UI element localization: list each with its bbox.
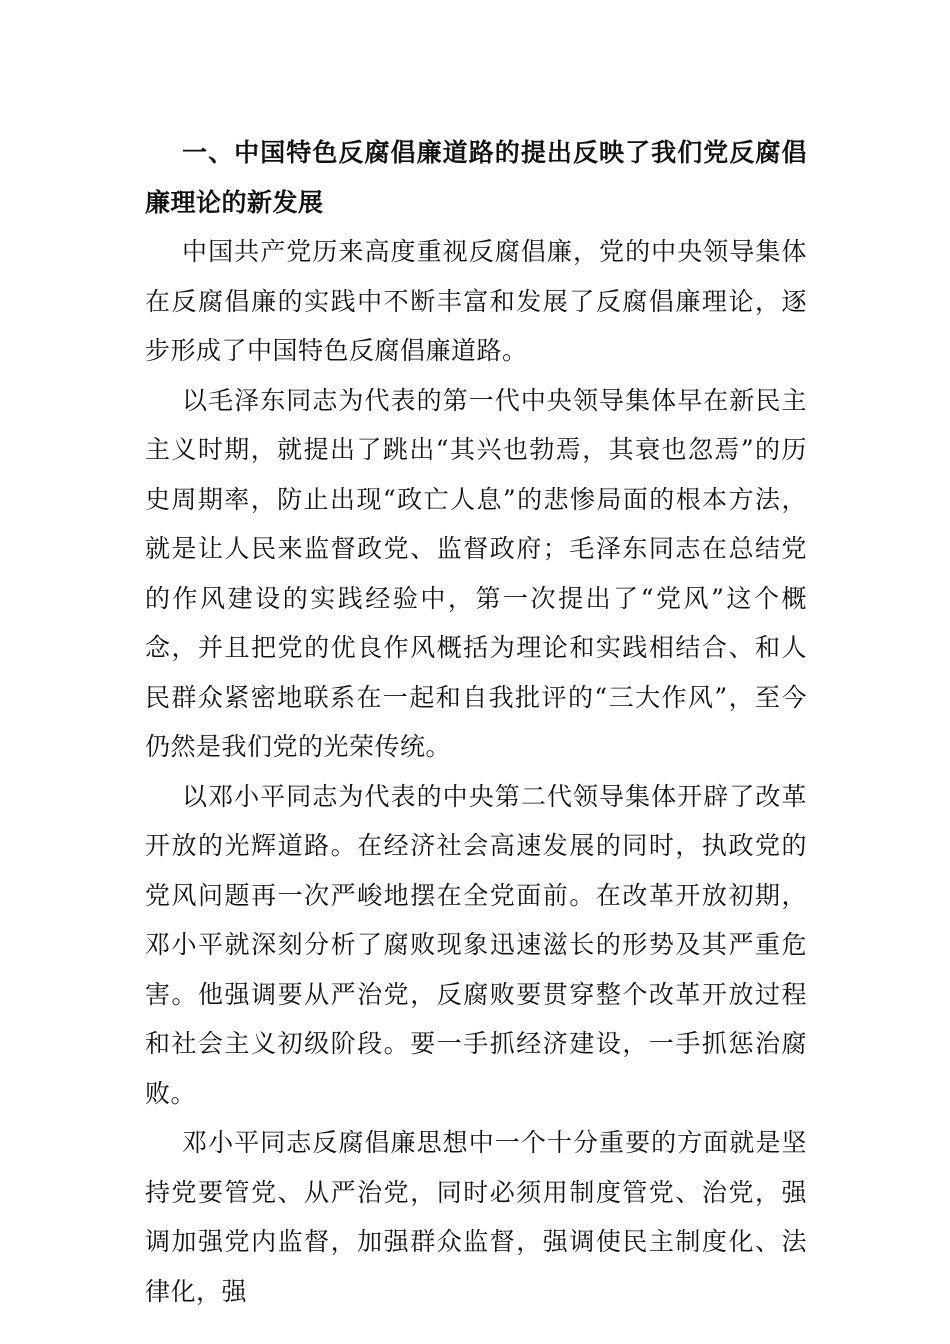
paragraph-3: 以邓小平同志为代表的中央第二代领导集体开辟了改革开放的光辉道路。在经济社会高速发展的同时，执政党的党风问题再一次严峻地摆在全党面前。在改革开放初期，邓小平就深刻分析了腐败现象迅速滋长的形势及其严重危害。他强调要从严治党，反腐败要贯穿整个改革开放过程和社会主义初级阶段。要一手抓经济建设，一手抓惩治腐败。 xyxy=(145,781,807,1108)
paragraph-1: 中国共产党历来高度重视反腐倡廉，党的中央领导集体在反腐倡廉的实践中不断丰富和发展了反腐倡廉理论，逐步形成了中国特色反腐倡廉道路。 xyxy=(145,237,807,365)
paragraph-4: 邓小平同志反腐倡廉思想中一个十分重要的方面就是坚持党要管党、从严治党，同时必须用制度管党、治党，强调加强党内监督，加强群众监督，强调使民主制度化、法律化，强 xyxy=(145,1128,807,1306)
document-page xyxy=(145,128,807,1316)
paragraph-2: 以毛泽东同志为代表的第一代中央领导集体早在新民主主义时期，就提出了跳出“其兴也勃焉，其衰也忽焉”的历史周期率，防止出现“政亡人息”的悲惨局面的根本方法，就是让人民来监督政党、监督政府；毛泽东同志在总结党的作风建设的实践经验中，第一次提出了“党风”这个概念，并且把党的优良作风概括为理论和实践相结合、和人民群众紧密地联系在一起和自我批评的“三大作风”，至今仍然是我们党的光荣传统。 xyxy=(145,385,807,761)
section-heading: 一、中国特色反腐倡廉道路的提出反映了我们党反腐倡廉理论的新发展 xyxy=(145,138,807,217)
